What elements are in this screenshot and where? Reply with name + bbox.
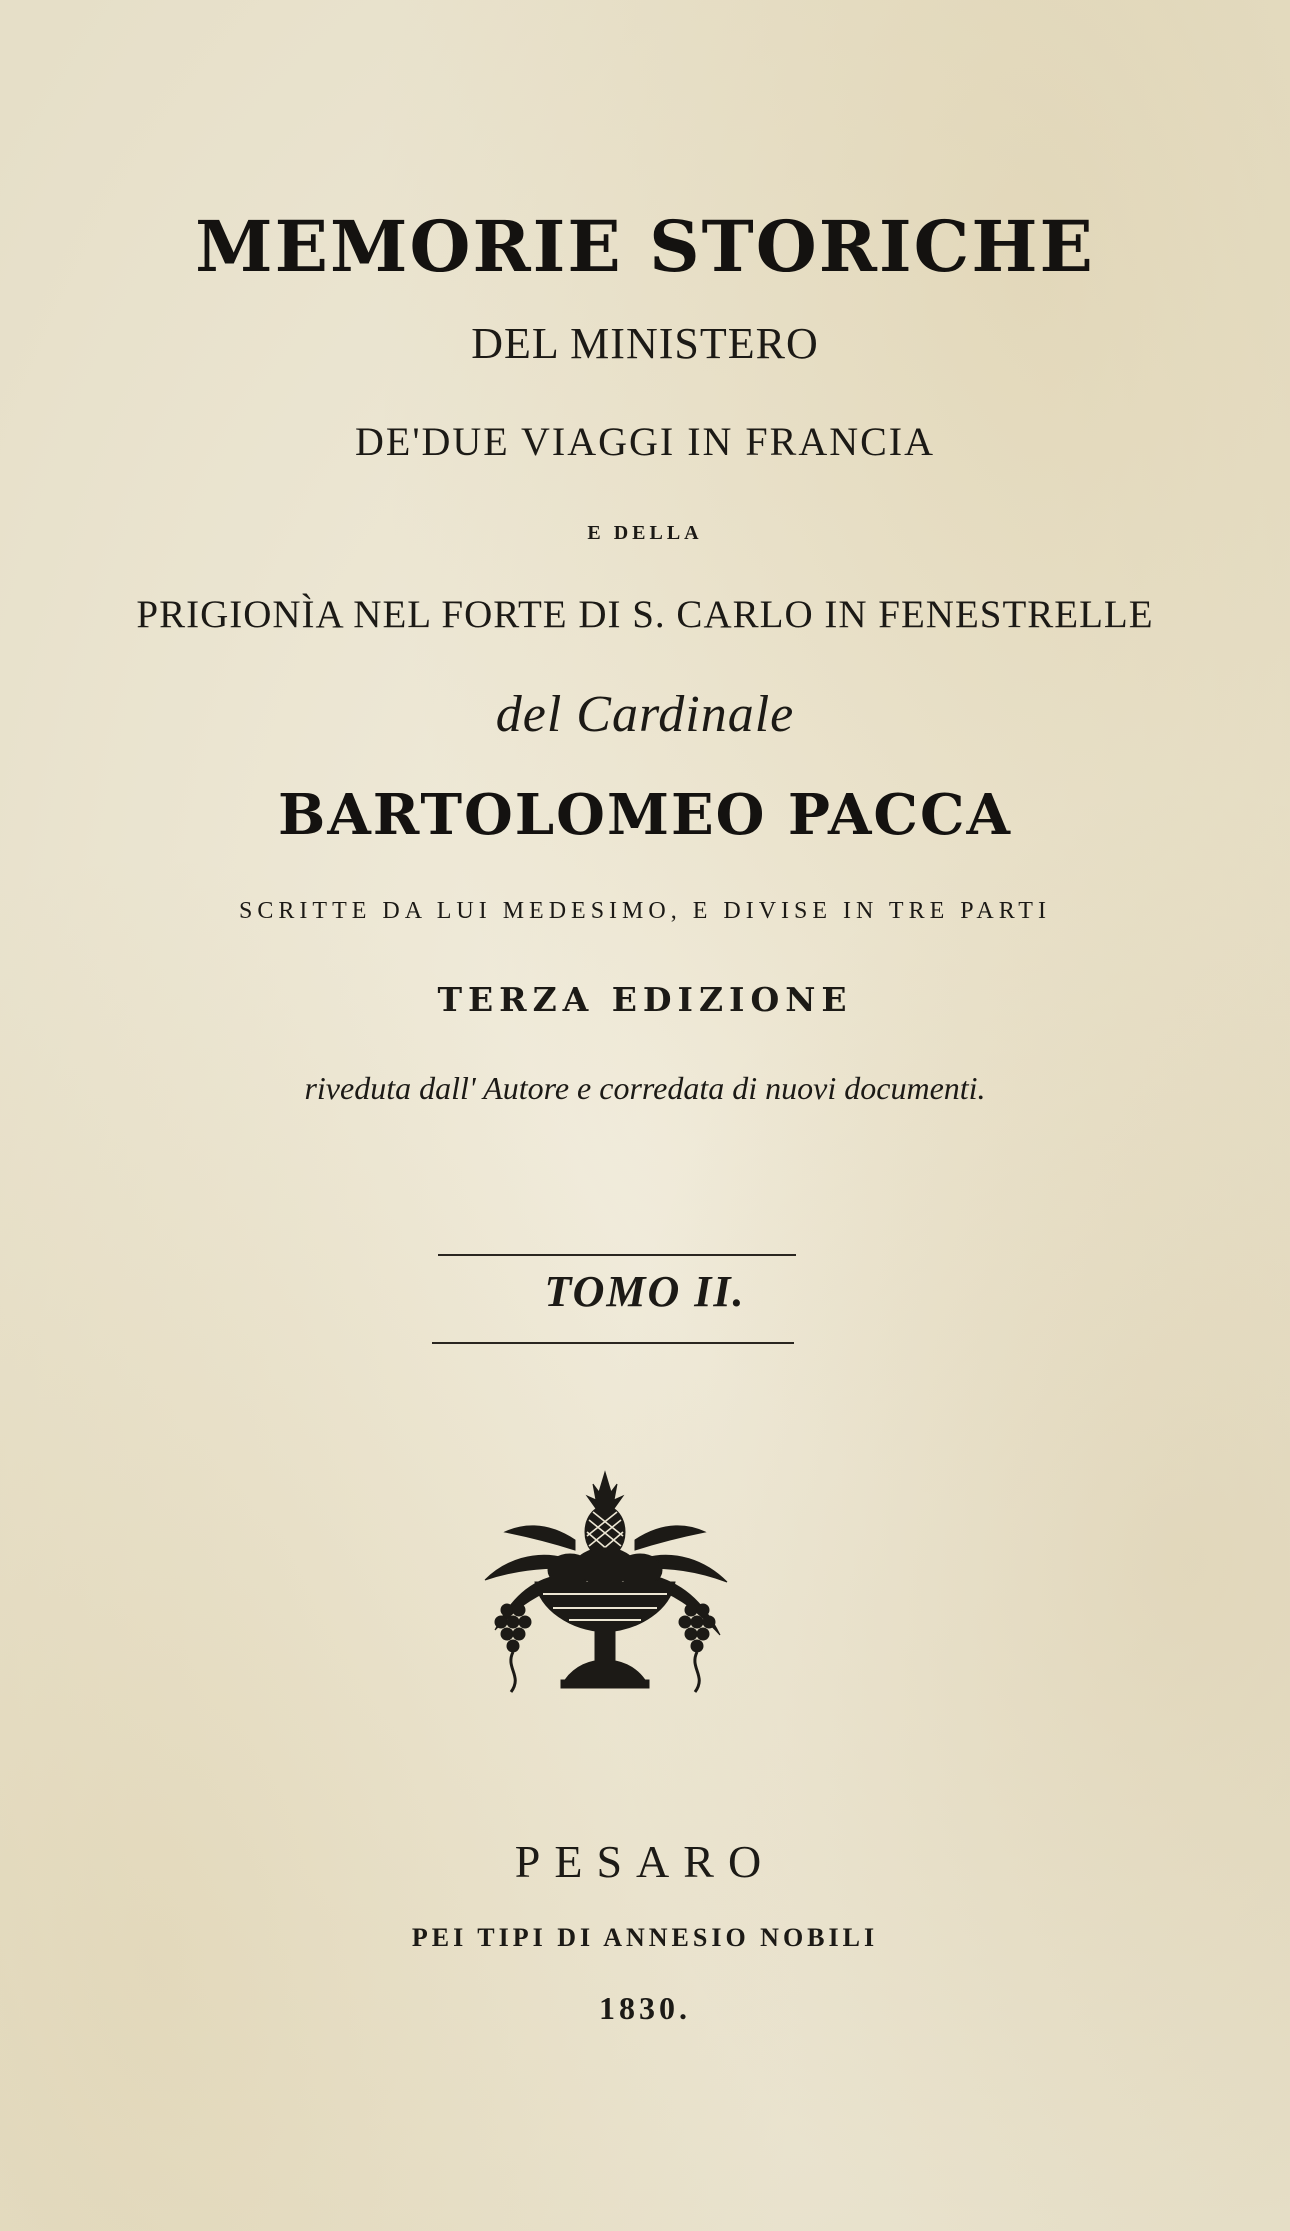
volume-rule-top — [438, 1254, 796, 1256]
author-name: BARTOLOMEO PACCA — [278, 782, 1012, 848]
subtitle-ministero: DEL MINISTERO — [471, 319, 819, 368]
imprint-city: PESARO — [514, 1836, 776, 1887]
subtitle-scritte: SCRITTE DA LUI MEDESIMO, E DIVISE IN TRE PARTI — [239, 898, 1051, 924]
book-title: MEMORIE STORICHE — [195, 205, 1095, 288]
subtitle-prigionia: PRIGIONÌA NEL FORTE DI S. CARLO IN FENESTRELLE — [136, 593, 1154, 636]
imprint-printer: PEI TIPI DI ANNESIO NOBILI — [411, 1923, 879, 1952]
author-prefix: del Cardinale — [495, 686, 795, 743]
edition-note: riveduta dall' Autore e corredata di nuovi documenti. — [304, 1070, 986, 1106]
subtitle-della: E DELLA — [587, 522, 703, 544]
volume-rule-bottom — [432, 1342, 794, 1344]
subtitle-viaggi: DE'DUE VIAGGI IN FRANCIA — [355, 419, 935, 464]
imprint-year: 1830. — [599, 1990, 691, 2026]
fruit-basket-ornament-icon — [465, 1470, 745, 1710]
volume-label: TOMO II. — [544, 1267, 746, 1316]
edition-label: TERZA EDIZIONE — [437, 980, 853, 1019]
